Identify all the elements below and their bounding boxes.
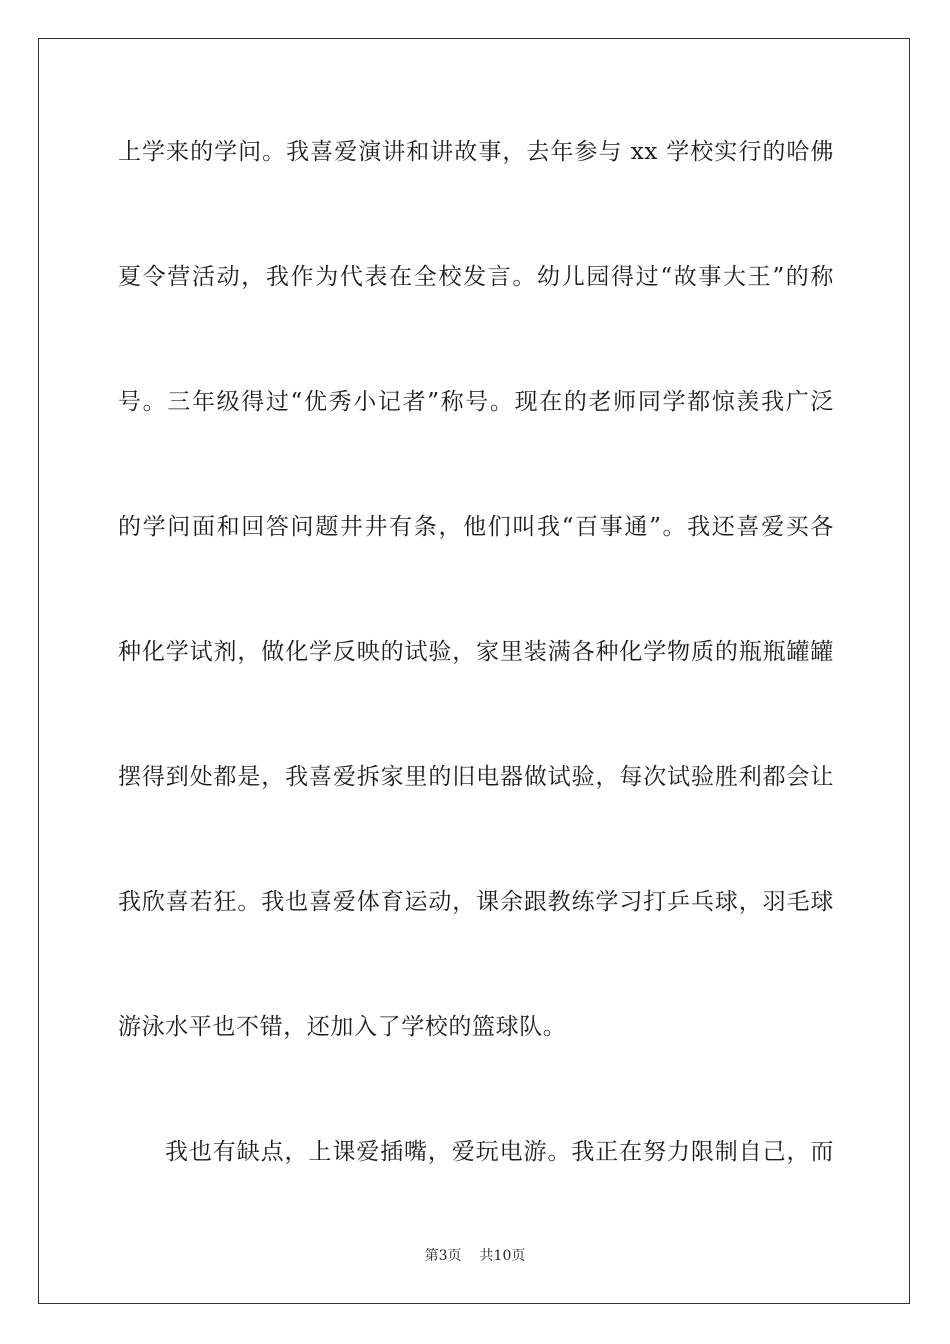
body-text-line: 种化学试剂，做化学反映的试验，家里装满各种化学物质的瓶瓶罐罐 bbox=[118, 639, 834, 665]
body-text-line-indented: 我也有缺点，上课爱插嘴，爱玩电游。我正在努力限制自己，而 bbox=[165, 1139, 834, 1165]
body-text-line: 的学问面和回答问题井井有条，他们叫我“百事通”。我还喜爱买各 bbox=[118, 514, 834, 540]
body-text-line: 我欣喜若狂。我也喜爱体育运动，课余跟教练学习打乒乓球，羽毛球 bbox=[118, 889, 834, 915]
page-footer bbox=[0, 1246, 950, 1266]
page-number: 第3页 bbox=[424, 1248, 462, 1264]
body-text-line: 摆得到处都是，我喜爱拆家里的旧电器做试验，每次试验胜利都会让 bbox=[118, 764, 834, 790]
body-text-line: 上学来的学问。我喜爱演讲和讲故事，去年参与 xx 学校实行的哈佛 bbox=[118, 139, 834, 165]
page-border bbox=[38, 38, 910, 1304]
body-text-line: 夏令营活动，我作为代表在全校发言。幼儿园得过“故事大王”的称 bbox=[118, 264, 834, 290]
body-text-line: 号。三年级得过“优秀小记者”称号。现在的老师同学都惊羡我广泛 bbox=[118, 389, 834, 415]
total-pages: 共10页 bbox=[479, 1248, 526, 1264]
body-text-line: 游泳水平也不错，还加入了学校的篮球队。 bbox=[118, 1014, 567, 1040]
